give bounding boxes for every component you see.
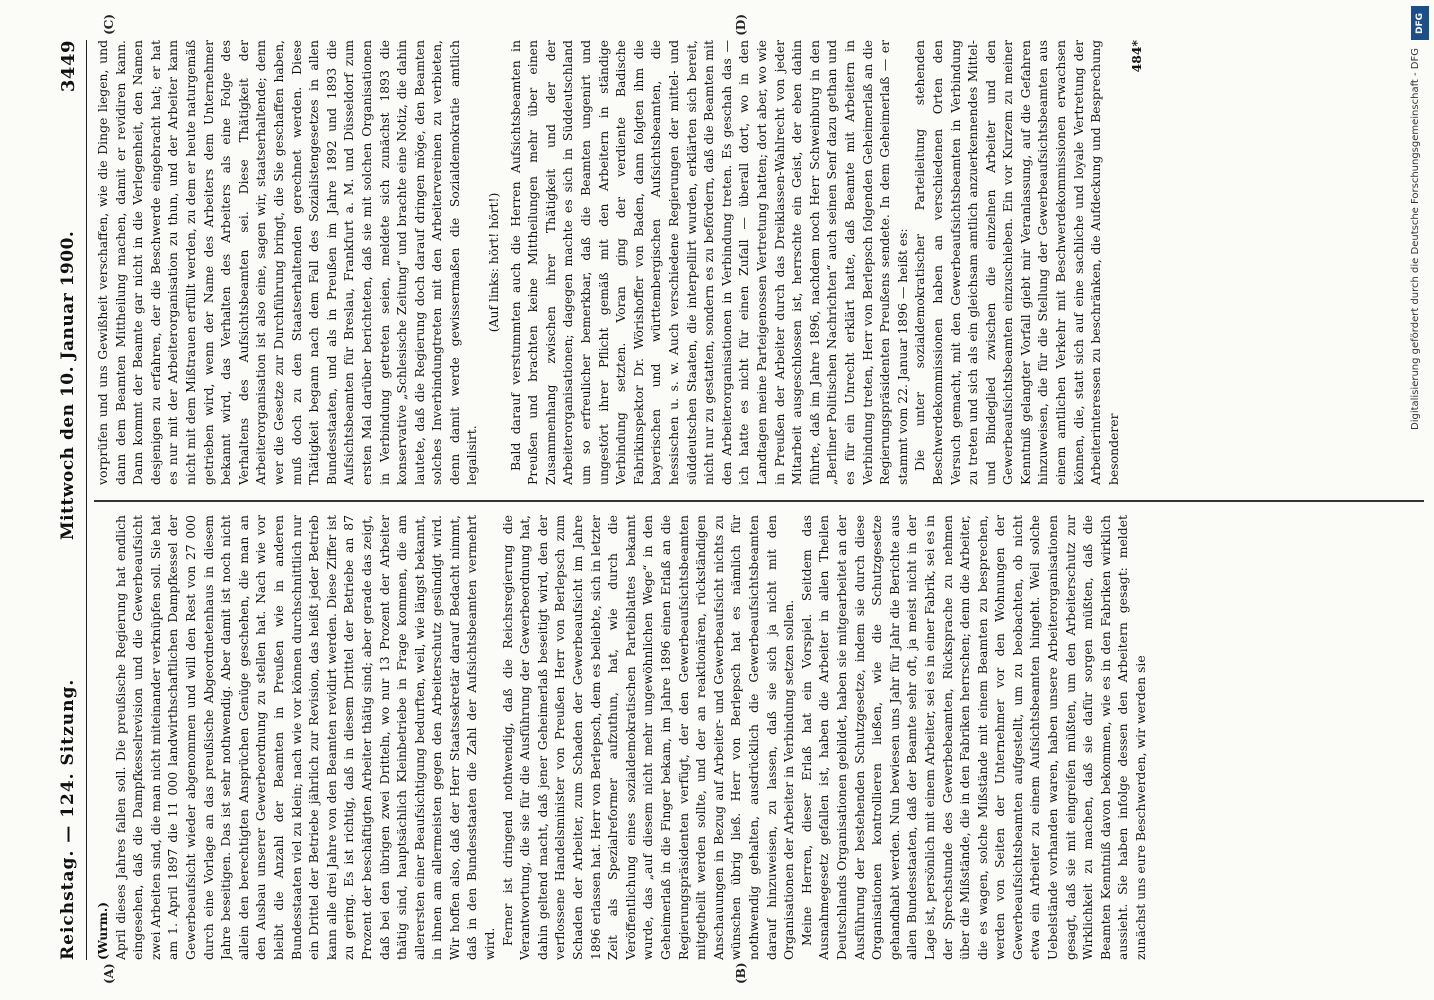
paragraph: April dieses Jahres fallen soll. Die preußische Regierung hat endlich eingesehen, daß die Dampfkesselrevision und die Gewerbeaufsicht zwei Arbeiten sind, die man nicht miteinander verknüpfen soll. Sie hat am 1. April 1897 die 11 000 landwirthschaftlichen Dampfkessel der Gewerbeaufsicht wieder abgenommen und will den Rest von 27 000 durch eine Vorlage an das preußische Abgeordnetenhaus in diesem Jahre beseitigen. Das ist sehr nothwendig. Aber damit ist noch nicht allein den berechtigten Ansprüchen Genüge geschehen, die man an den Ausbau unserer Gewerbeordnung zu stellen hat. Nach wie vor bleibt die Anzahl der Beamten in Preußen wie in anderen Bundesstaaten viel zu klein; nach wie vor können durchschnittlich nur ein Drittel der Betriebe jährlich zur Revision, das heißt jeder Betrieb kann alle drei Jahre von den Beamten revidirt werden. Diese Ziffer ist zu gering. Es ist richtig, daß in diesem Drittel der Betriebe an 87 Prozent der beschäftigten Arbeiter thätig sind; aber gerade das zeigt, daß bei den übrigen zwei Dritteln, wo nur 13 Prozent der Arbeiter thätig sind, hauptsächlich Kleinbetriebe in Frage kommen, die am allerersten einer Beaufsichtigung bedurften, weil, wie längst bekannt, in ihnen am allermeisten gegen den Arbeiterschutz gesündigt wird. Wir hoffen also, daß der Herr Staatssekretär darauf Bedacht nimmt, daß in den Bundesstaaten die Zahl der Aufsichtsbeamten vermehrt wird. xyxy=(112,515,498,960)
paragraph: Ferner ist dringend nothwendig, daß die Reichsregierung die Verantwortung, die sie für die Ausführung der Gewerbeordnung hat, dahin geltend macht, daß jener Geheimerlaß beseitigt wird, den der verflossene Handelsminister von Preußen Herr von Berlepsch zum Schaden der Arbeiter, zum Schaden der Gewerbeaufsicht im Jahre 1896 erlassen hat. Herr von Berlepsch, dem es beliebte, sich in letzter Zeit als Spezialreformer aufzuthun, hat, wie durch die Veröffentlichung eines sozialdemokratischen Parteiblattes bekannt wurde, das „auf diesem nicht mehr ungewöhnlichen Wege“ in den Geheimerlaß in die Finger bekam, im Jahre 1896 einen Erlaß an die Regierungspräsidenten verfügt, der den Gewerbeaufsichtsbeamten mitgetheilt werden sollte, und der an reaktionären, rückständigen Anschauungen in Bezug auf Arbeiter- und Gewerbeaufsicht nichts zu wünschen übrig ließ. Herr von Berlepsch hat es nämlich für nothwendig gehalten, ausdrücklich die Gewerbeaufsichtsbeamten darauf hinzuweisen, zu lassen, daß sie sich ja nicht mit den Organisationen der Arbeiter in Verbindung setzen sollen. xyxy=(499,515,797,960)
page-footer-mark: 484* xyxy=(1129,40,1145,73)
left-column xyxy=(94,515,1424,960)
header-date: Mittwoch den 10. Januar 1900. xyxy=(58,230,78,541)
digitization-credit: Digitalisierung gefördert durch die Deutsche Forschungsgemeinschaft - DFG xyxy=(1410,48,1421,431)
header-left: Reichstag. — 124. Sitzung. xyxy=(58,678,78,960)
margin-marker-c: (C) xyxy=(102,14,116,35)
right-column xyxy=(94,40,1424,485)
margin-marker-a: (A) xyxy=(102,963,116,984)
dfg-logo: DFG xyxy=(1411,6,1429,40)
margin-marker-b: (B) xyxy=(734,962,748,984)
margin-marker-d: (D) xyxy=(734,14,748,36)
column-divider xyxy=(94,501,1424,503)
paragraph: Meine Herren, dieser Erlaß hat ein Vorspiel. Seitdem das Ausnahmegesetz gefallen ist, haben die Arbeiter in allen Theilen Deutschlands Organisationen gebildet, haben sie mitgearbeitet an der Ausführung der bestehenden Schutzgesetze, indem sie durch diese Organisationen kontrollieren ließen, wie die Schutzgesetze gehandhabt werden. Nun bewiesen uns Jahr für Jahr die Berichte aus allen Bundesstaaten, daß der Beamte sehr oft, ja meist nicht in der Lage ist, persönlich mit einem Arbeiter, sei es in einer Fabrik, sei es in der Sprechstunde des Gewerbebeamten, Rücksprache zu nehmen über die Mißstände, die in den Fabriken herrschen; denn die Arbeiter, die es wagen, solche Mißstände mit einem Beamten zu besprechen, werden von Seiten der Unternehmer vor den Wohnungen der Gewerbeaufsichtsbeamten aufgestellt, um zu beobachten, ob nicht etwa ein Arbeiter zu einem Aufsichtsbeamten hingeht. Weil solche Uebelstände vorhanden waren, haben unsere Arbeiterorganisationen gesagt, daß sie mit eingreifen müßten, um den Arbeiterschutz zur Wirklichkeit zu machen, daß sie dafür sorgen müßten, daß die Beamten Kenntniß davon bekommen, wie es in den Fabriken wirklich aussieht. Sie haben infolge dessen den Arbeitern gesagt: meldet zunächst uns eure Beschwerden, wir werden sie xyxy=(798,515,1149,960)
paragraph: Bald darauf verstummten auch die Herren Aufsichtsbeamten in Preußen und brachten keine Mittheilungen mehr über einen Zusammenhang zwischen ihrer Thätigkeit und der der Arbeiterorganisationen; dagegen machte es sich in Süddeutschland um so erfreulicher bemerkbar, daß die Beamten ungenirt und ungestört ihrer Pflicht gemäß mit den Arbeitern in ständige Verbindung setzten. Voran ging der verdiente Badische Fabrikinspektor Dr. Wörishoffer von Baden, dann folgten ihm die bayerischen und württembergischen Aufsichtsbeamten, die hessischen u. s. w. Auch verschiedene Regierungen der mittel- und süddeutschen Staaten, die interpellirt wurden, erklärten sich bereit, nicht nur zu gestatten, sondern es zu befördern, daß die Beamten mit den Arbeiterorganisationen in Verbindung treten. Es geschah das — ich hatte es nicht für einen Zufall — überall dort, wo in den Landtagen meine Parteigenossen Vertretung hatten; dort aber, wo wie in Preußen der Arbeiter durch das Dreiklassen-Wahlrecht von jeder Mitarbeit ausgeschlossen ist, herrschte ein Geist, der eben dahin führte, daß im Jahre 1896, nachdem noch Herr Schweinburg in den „Berliner Politischen Nachrichten“ auch seinen Senf dazu gethan und es für ein Unrecht erklärt hatte, daß Beamte mit Arbeitern in Verbindung treten, Herr von Berlepsch folgenden Geheimerlaß an die Regierungspräsidenten Preußens sendete. In dem Geheimerlaß — er stammt vom 22. Januar 1896 — heißt es: xyxy=(507,40,910,485)
page-number: 3449 xyxy=(57,40,79,93)
page-header xyxy=(50,40,87,960)
interjection: (Auf links: hört! hört!) xyxy=(486,192,502,333)
paragraph: vorprüfen und uns Gewißheit verschaffen, wie die Dinge liegen, und dann dem Beamten Mittheilung machen, damit er revidiren kann. Dann kommt der Beamte gar nicht in die Verlegenheit, den Namen desjenigen zu erfahren, der die Beschwerde eingebracht hat; er hat es nur mit der Arbeiterorganisation zu thun, und der Arbeiter kann nicht mit dem Mißtrauen erfüllt werden, zu dem er heute naturgemäß getrieben wird, wenn der Name des Arbeiters dem Unternehmer bekannt wird, das Verhalten des Arbeiters als eine Folge des Verhaltens des Aufsichtsbeamten sei. Diese Thätigkeit der Arbeiterorganisation ist also eine, sagen wir, staatserhaltende; denn wer die Gesetze zur Durchführung bringt, die Sie geschaffen haben, muß doch zu den Staatserhaltenden gerechnet werden. Diese Thätigkeit begann nach dem Fall des Sozialistengesetzes in allen Bundesstaaten, und als in Preußen im Jahre 1892 und 1893 die Aufsichtsbeamten für Breslau, Frankfurt a. M. und Düsseldorf zum ersten Mal darüber berichteten, daß sie mit solchen Organisationen in Verbindung getreten seien, meldete sich zunächst 1893 die konservative „Schlesische Zeitung“ und brachte eine Notiz, die dahin lautete, daß die Regierung doch darauf dringen möge, den Beamten solches Inverbindungtreten mit den Arbeitervereinen zu verbieten, denn damit werde gewissermaßen die Sozialdemokratie amtlich legalisirt. xyxy=(95,40,480,485)
speaker-name: (Wurm.) xyxy=(95,901,110,960)
quoted-decree: Die unter sozialdemokratischer Parteileitung stehenden Beschwerdekommissionen haben an verschiedenen Orten den Versuch gemacht, mit den Gewerbeaufsichtsbeamten in Verbindung zu treten und sich als ein gleichsam amtlich anzuerkennendes Mittel- und Bindeglied zwischen die einzelnen Arbeiter und den Gewerbeaufsichtsbeamten einzuschieben. Ein vor Kurzem zu meiner Kenntniß gelangter Vorfall giebt mir Veranlassung, auf die Gefahren hinzuweisen, die für die Stellung der Gewerbeaufsichtsbeamten aus einem amtlichen Verkehr mit Beschwerdekommissionen erwachsen können, die, statt sich auf eine sachliche und loyale Vertretung der Arbeiterinteressen zu beschränken, die Aufdeckung und Besprechung besonderer xyxy=(912,40,1121,485)
